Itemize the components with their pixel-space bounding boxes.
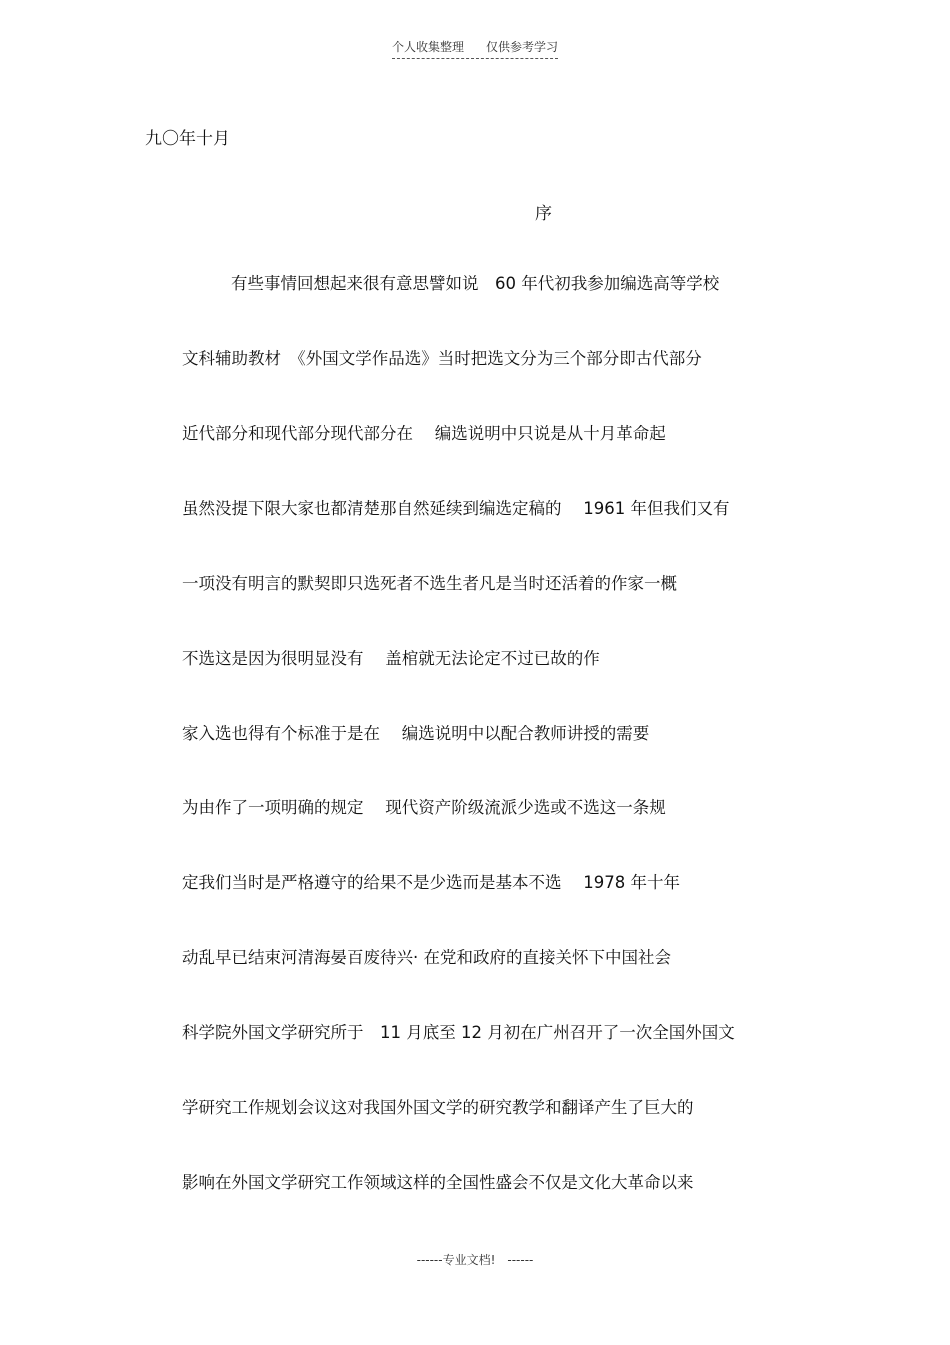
date-line: 九〇年十月 (145, 129, 230, 149)
body-line: 近代部分和现代部分现代部分在 编选说明中只说是从十月革命起 (182, 424, 666, 443)
section-title: 序 (535, 204, 552, 224)
body-line: 有些事情回想起来很有意思譬如说 60 年代初我参加编选高等学校 (231, 274, 720, 293)
body-line: 影响在外国文学研究工作领域这样的全国性盛会不仅是文化大革命以来 (182, 1173, 694, 1192)
body-line: 文科辅助教材 《外国文学作品选》当时把选文分为三个部分即古代部分 (182, 349, 702, 368)
body-line: 学研究工作规划会议这对我国外国文学的研究教学和翻译产生了巨大的 (182, 1098, 694, 1117)
page-header (0, 38, 950, 59)
body-line: 不选这是因为很明显没有 盖棺就无法论定不过已故的作 (182, 649, 600, 668)
body-line: 动乱早已结束河清海晏百废待兴· 在党和政府的直接关怀下中国社会 (182, 948, 671, 967)
body-line: 定我们当时是严格遵守的给果不是少选而是基本不选 1978 年十年 (182, 873, 680, 892)
body-line: 虽然没提下限大家也都清楚那自然延续到编选定稿的 1961 年但我们又有 (182, 499, 730, 518)
body-line: 家入选也得有个标准于是在 编选说明中以配合教师讲授的需要 (182, 724, 650, 743)
body-line: 为由作了一项明确的规定 现代资产阶级流派少选或不选这一条规 (182, 798, 666, 817)
header-right-text: 仅供参考学习 (486, 40, 559, 54)
page-header-text (392, 38, 558, 59)
body-line: 一项没有明言的默契即只选死者不选生者凡是当时还活着的作家一概 (182, 574, 677, 593)
page-footer: ------专业文档! ------ (416, 1253, 534, 1267)
header-left-text: 个人收集整理 (391, 40, 464, 54)
body-line: 科学院外国文学研究所于 11 月底至 12 月初在广州召开了一次全国外国文 (182, 1023, 735, 1042)
